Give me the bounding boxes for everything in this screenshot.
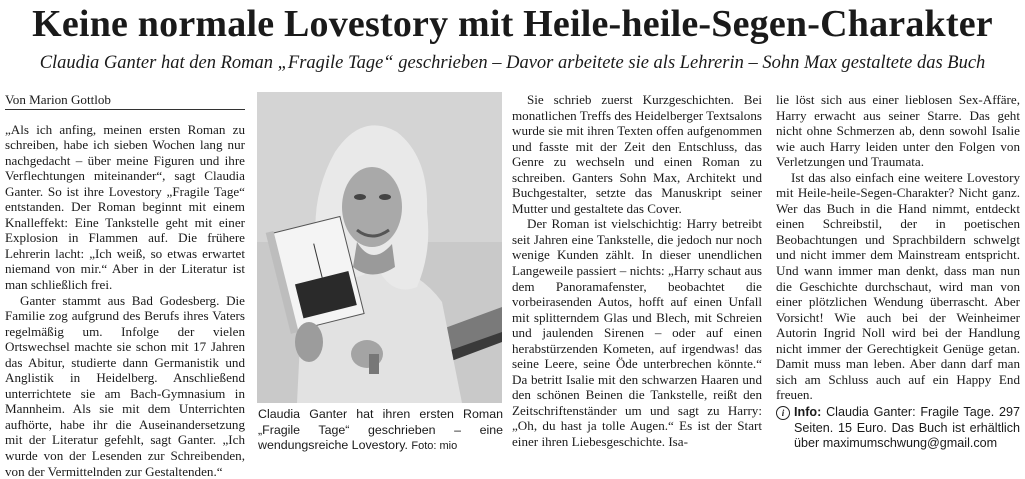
author-photo [257,92,502,403]
paragraph: Ganter stammt aus Bad Godesberg. Die Familie zog aufgrund des Berufs ihres Vaters regelmäßig um. Infolge der vielen Ortswechsel machte sie schon mit 17 Jahren das Abitur, studierte dann Germanistik und Anglistik in Heidelberg. Anschließend unterrichtete sie am Bach-Gymnasium in Mannheim. Als sie mit dem Unterrichten aufhörte, habe ihr die Auseinandersetzung mit der Literatur gefehlt, sagt Ganter. „Ich wurde von der Lesenden zur Schreibenden, von der Vermittelnden zur Gestaltenden.“ [5,292,245,479]
paragraph: lie löst sich aus einer lieblosen Sex-Affäre, Harry erwacht aus seiner Starre. Das geht nicht ohne Schmerzen ab, denn sowohl Isalie wie auch Harry leiden unter den Folgen von Verletzungen und Traumata. [776,92,1020,170]
paragraph: Der Roman ist vielschichtig: Harry betreibt seit Jahren eine Tankstelle, die jedoch nur noch wenige Kunden zählt. In dieser unendlichen Langeweile passiert – nichts: „Harry schaut aus dem Panoramafenster, beobachtet die vorbeirasenden Autos, hofft auf einen Unfall mit splitterndem Glas und Blech, mit Schreien und jaulenden Sirenen – oder auf einen herabstürzenden Kometen, auf irgendwas! das seine Leere, seine Öde unterbrechen könnte.“ Da betritt Isalie mit den schwarzen Haaren und den schönen Beinen die Tankstelle, reißt den Zeitschriftenständer um und sagt zu Harry: „Oh, du hast ja tolle Augen.“ Es ist der Start einer ihren Liebesgeschichte. Isa- [512,216,762,450]
info-box [776,405,1020,452]
caption-text: Claudia Ganter hat ihren ersten Roman „Fragile Tage“ geschrieben – eine wendungsreiche Lovestory. [258,407,503,452]
article-column-4 [776,92,1020,403]
article-column-3 [512,92,762,450]
headline: Keine normale Lovestory mit Heile-heile-Segen-Charakter [32,3,993,45]
info-label: Info: [794,405,822,419]
author-photo-illustration [257,92,502,403]
paragraph: Sie schrieb zuerst Kurzgeschichten. Bei monatlichen Treffs des Heidelberger Textsalons wurde sie mit ihren Texten offen aufgenommen und fasste mit der Zeit den Entschluss, das Genre zu wechseln und einen Roman zu schreiben. Ganters Sohn Max, Architekt und Buchgestalter, setzte das Manuskript seiner Mutter und gestaltete das Cover. [512,92,763,216]
subheadline: Claudia Ganter hat den Roman „Fragile Tage“ geschrieben – Davor arbeitete sie als Lehrerin – Sohn Max gestaltete das Buch [39,53,986,73]
paragraph: Ist das also einfach eine weitere Lovestory mit Heile-heile-Segen-Charakter? Nicht ganz. Wer das Buch in die Hand nimmt, entdeckt einen Schreibstil, der in poetischen Beobachtungen und Sprachbildern schwelgt und nicht immer dem Mainstream entspricht. Und wann immer man denkt, dass man nun die Geschichte durchschaut, wird man von einer plötzlichen Wendung überrascht. Aber Vorsicht! Wie auch bei der Weinheimer Autorin Ingrid Noll wird bei der Handlung nicht immer der Gerechtigkeit Genüge getan. Damit muss man leben. Aber dann darf man sich am Schluss auch auf ein Happy End freuen. [776,169,1020,403]
byline: Von Marion Gottlob [5,92,245,110]
info-icon: i [776,406,790,420]
photo-caption [258,407,503,455]
paragraph: „Als ich anfing, meinen ersten Roman zu schreiben, habe ich sieben Wochen lang nur nachgedacht – über meine Figuren und ihre Verflechtungen miteinander“, sagt Claudia Ganter. So ist ihre Lovestory „Fragile Tage“ entstanden. Der Roman beginnt mit einem Knalleffekt: Eine Tankstelle geht mit einer Explosion in Flammen auf. Die frühere Lehrerin lacht: „Ich weiß, so etwas erwartet niemand von mir.“ Aber in der Literatur ist man schließlich frei. [5,121,245,293]
info-text: Claudia Ganter: Fragile Tage. 297 Seiten. 15 Euro. Das Buch ist erhältlich über maximumschwung@gmail.com [794,405,1021,450]
photo-credit: Foto: mio [411,440,458,452]
article-column-1 [5,92,245,479]
